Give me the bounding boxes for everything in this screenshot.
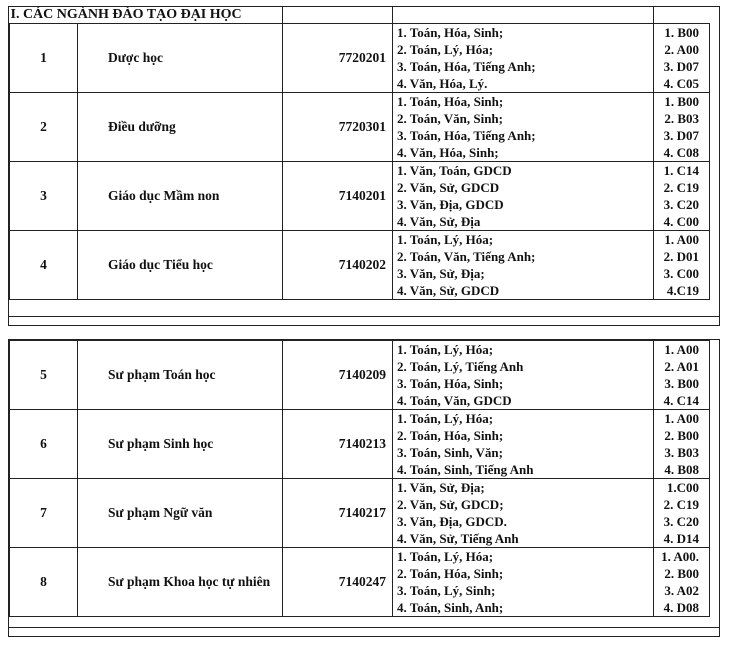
combination-codes: [654, 410, 710, 479]
major-code: 7140213: [283, 410, 393, 479]
major-name: Giáo dục Tiểu học: [78, 231, 283, 300]
subject-combination: 1. Văn, Sử, Địa;: [397, 480, 485, 495]
combination-code: 1. A00: [664, 411, 699, 426]
combination-code: 3. C20: [663, 514, 699, 529]
combination-code: 2. C19: [663, 497, 699, 512]
combination-code: 3. D07: [663, 128, 699, 143]
subject-combination: 4. Toán, Sinh, Tiếng Anh: [397, 462, 534, 477]
combination-code: 4.C19: [666, 283, 699, 298]
major-code: 7140209: [283, 341, 393, 410]
combination-code: 2. A00: [664, 42, 699, 57]
major-name: Dược học: [78, 24, 283, 93]
subject-combinations: [393, 410, 654, 479]
subject-combination: 1. Toán, Lý, Hóa;: [397, 411, 494, 426]
subject-combination: 2. Toán, Lý, Tiếng Anh: [397, 359, 524, 374]
combination-code: 4. C14: [663, 393, 699, 408]
major-code: 7720301: [283, 93, 393, 162]
major-name: Sư phạm Sinh học: [78, 410, 283, 479]
combination-code: 4. C08: [663, 145, 699, 160]
row-number: 4: [10, 231, 78, 300]
subject-combination: 4. Văn, Hóa, Sinh;: [397, 145, 499, 160]
subject-combination: 2. Văn, Sử, GDCD;: [397, 497, 504, 512]
table-row: [10, 341, 710, 410]
row-number: 3: [10, 162, 78, 231]
panel-divider: [9, 627, 719, 628]
table-row: [10, 24, 710, 93]
table-row: [10, 162, 710, 231]
subject-combination: 4. Văn, Sử, Tiếng Anh: [397, 531, 519, 546]
subject-combination: 2. Toán, Văn, Sinh;: [397, 111, 503, 126]
combination-codes: [654, 548, 710, 617]
subject-combinations: [393, 479, 654, 548]
combination-code: 4. B08: [664, 462, 699, 477]
subject-combination: 4. Văn, Sử, Địa: [397, 214, 481, 229]
subject-combination: 3. Toán, Lý, Sinh;: [397, 583, 496, 598]
combination-code: 4. C00: [663, 214, 699, 229]
subject-combinations: [393, 24, 654, 93]
table-panel-2: [8, 339, 720, 637]
row-number: 1: [10, 24, 78, 93]
table-row: [10, 479, 710, 548]
row-number: 2: [10, 93, 78, 162]
subject-combination: 1. Toán, Lý, Hóa;: [397, 342, 494, 357]
major-code: 7720201: [283, 24, 393, 93]
subject-combination: 1. Toán, Lý, Hóa;: [397, 232, 494, 247]
combination-code: 3. B00: [664, 376, 699, 391]
major-name: Điều dưỡng: [78, 93, 283, 162]
row-number: 7: [10, 479, 78, 548]
subject-combination: 1. Văn, Toán, GDCD: [397, 163, 512, 178]
major-name: Giáo dục Mầm non: [78, 162, 283, 231]
majors-table-1: [9, 7, 710, 300]
subject-combination: 2. Văn, Sử, GDCD: [397, 180, 500, 195]
combination-codes: [654, 479, 710, 548]
subject-combination: 1. Toán, Lý, Hóa;: [397, 549, 494, 564]
combination-code: 4. D08: [663, 600, 699, 615]
subject-combination: 2. Toán, Lý, Hóa;: [397, 42, 494, 57]
combination-code: 2. B03: [664, 111, 699, 126]
subject-combination: 3. Văn, Địa, GDCD: [397, 197, 504, 212]
combination-code: 2. B00: [664, 428, 699, 443]
major-name: Sư phạm Khoa học tự nhiên: [78, 548, 283, 617]
combination-code: 3. A02: [664, 583, 699, 598]
subject-combination: 2. Toán, Văn, Tiếng Anh;: [397, 249, 536, 264]
row-number: 5: [10, 341, 78, 410]
subject-combination: 3. Văn, Sử, Địa;: [397, 266, 485, 281]
combination-code: 2. D01: [663, 249, 699, 264]
subject-combinations: [393, 231, 654, 300]
subject-combination: 3. Toán, Sinh, Văn;: [397, 445, 503, 460]
combination-codes: [654, 231, 710, 300]
combination-code: 1. B00: [664, 94, 699, 109]
combination-code: 1.C00: [666, 480, 699, 495]
combination-code: 2. C19: [663, 180, 699, 195]
combination-codes: [654, 341, 710, 410]
combination-code: 1. A00: [664, 342, 699, 357]
combination-code: 4. D14: [663, 531, 699, 546]
row-number: 6: [10, 410, 78, 479]
combination-code: 1. A00: [664, 232, 699, 247]
table-panel-1: [8, 6, 720, 326]
combination-codes: [654, 162, 710, 231]
table-row: [10, 93, 710, 162]
subject-combination: 2. Toán, Hóa, Sinh;: [397, 428, 504, 443]
subject-combination: 3. Toán, Hóa, Tiếng Anh;: [397, 59, 536, 74]
subject-combinations: [393, 548, 654, 617]
section-title-row: [10, 7, 710, 24]
combination-codes: [654, 24, 710, 93]
combination-code: 3. B03: [664, 445, 699, 460]
combination-code: 4. C05: [663, 76, 699, 91]
table-row: [10, 231, 710, 300]
panel-divider: [9, 316, 719, 317]
subject-combination: 4. Văn, Hóa, Lý.: [397, 76, 488, 91]
subject-combination: 3. Toán, Hóa, Tiếng Anh;: [397, 128, 536, 143]
table-row: [10, 548, 710, 617]
major-code: 7140217: [283, 479, 393, 548]
major-name: Sư phạm Ngữ văn: [78, 479, 283, 548]
subject-combination: 4. Toán, Sinh, Anh;: [397, 600, 504, 615]
combination-code: 2. B00: [664, 566, 699, 581]
subject-combinations: [393, 341, 654, 410]
subject-combination: 3. Toán, Hóa, Sinh;: [397, 376, 504, 391]
major-code: 7140201: [283, 162, 393, 231]
subject-combination: 3. Văn, Địa, GDCD.: [397, 514, 507, 529]
subject-combination: 4. Văn, Sử, GDCD: [397, 283, 500, 298]
row-number: 8: [10, 548, 78, 617]
subject-combination: 1. Toán, Hóa, Sinh;: [397, 25, 504, 40]
combination-code: 1. C14: [663, 163, 699, 178]
major-code: 7140247: [283, 548, 393, 617]
table-row: [10, 410, 710, 479]
combination-code: 2. A01: [664, 359, 699, 374]
combination-codes: [654, 93, 710, 162]
subject-combination: 2. Toán, Hóa, Sinh;: [397, 566, 504, 581]
combination-code: 1. B00: [664, 25, 699, 40]
majors-table-2: [9, 340, 710, 617]
combination-code: 1. A00.: [661, 549, 699, 564]
subject-combinations: [393, 93, 654, 162]
subject-combination: 4. Toán, Văn, GDCD: [397, 393, 512, 408]
combination-code: 3. C00: [663, 266, 699, 281]
subject-combination: 1. Toán, Hóa, Sinh;: [397, 94, 504, 109]
major-code: 7140202: [283, 231, 393, 300]
combination-code: 3. C20: [663, 197, 699, 212]
section-title: I. CÁC NGÀNH ĐÀO TẠO ĐẠI HỌC: [10, 7, 283, 24]
major-name: Sư phạm Toán học: [78, 341, 283, 410]
subject-combinations: [393, 162, 654, 231]
combination-code: 3. D07: [663, 59, 699, 74]
